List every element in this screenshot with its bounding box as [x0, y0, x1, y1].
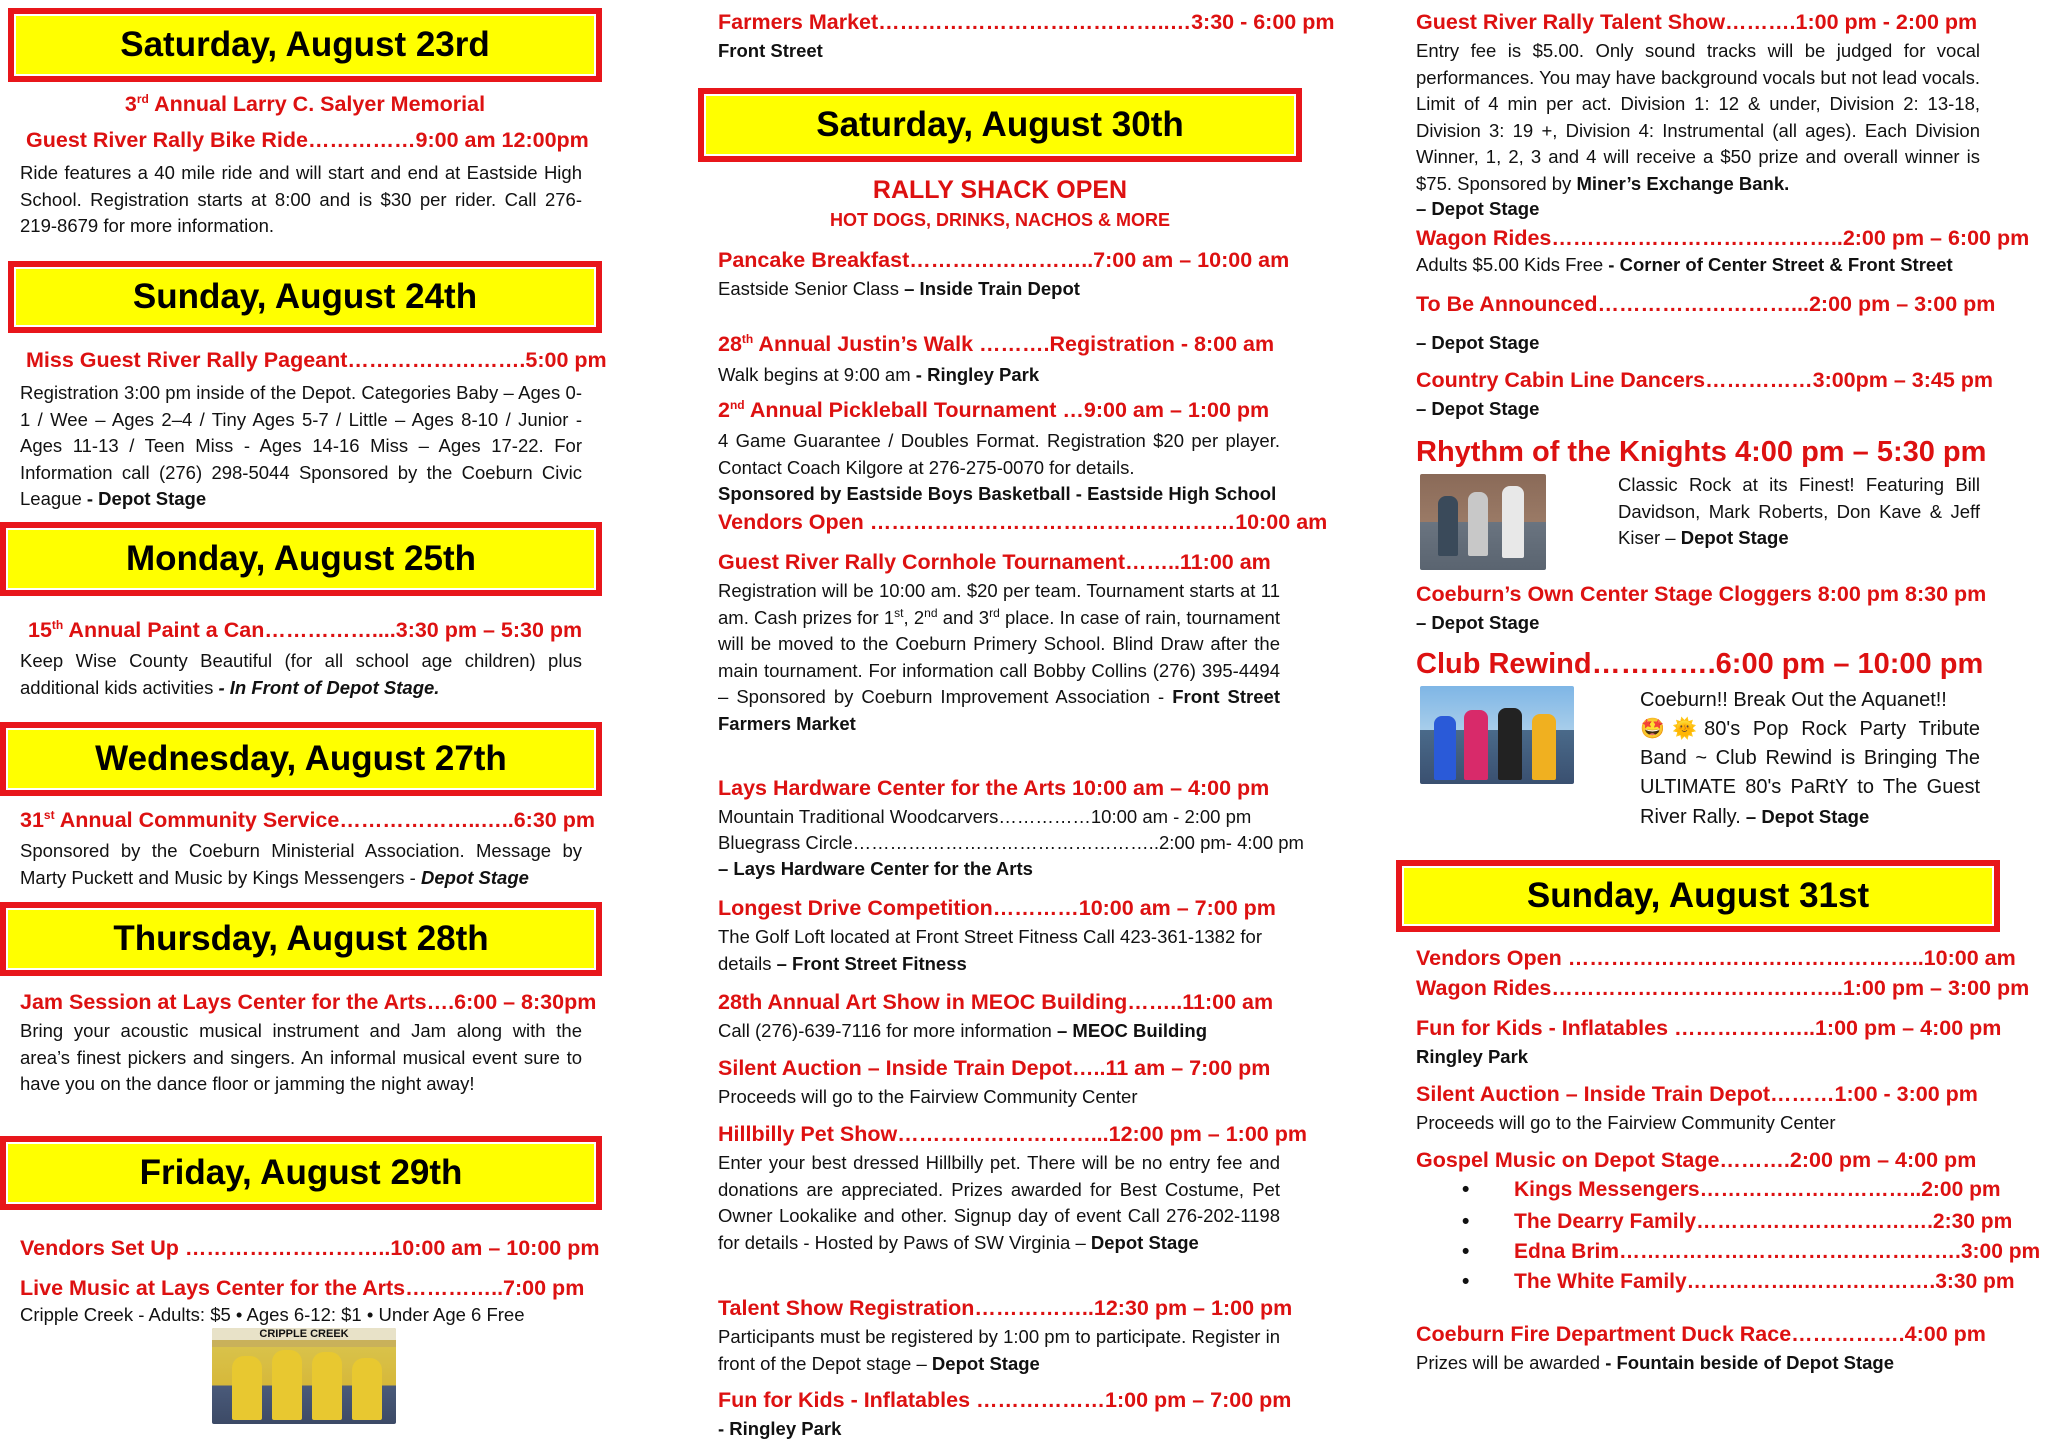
talent-sponsor: Miner’s Exchange Bank. [1571, 172, 1790, 194]
event-title-cloggers: Coeburn’s Own Center Stage Cloggers 8:00 pm 8:30 pm [1416, 582, 1987, 606]
event-title-paint-can [28, 618, 582, 643]
cornhole-desc-a: Registration will be 10:00 am. $20 per team. Tournament starts at 11 am. Cash prizes for 1 [718, 580, 1280, 628]
pickle-sponsor: Sponsored by Eastside Boys Basketball - Eastside High School [718, 483, 1277, 504]
event-desc-rhythm-knights [1618, 472, 1980, 552]
event-desc-lays-line1: Mountain Traditional Woodcarvers……………10:00 am - 2:00 pm [718, 806, 1252, 827]
event-title-pageant: Miss Guest River Rally Pageant…………………….5:00 pm [26, 348, 607, 372]
cornhole-sup-2: nd [924, 605, 938, 620]
art-location: – MEOC Building [1051, 1020, 1208, 1041]
band-figure-icon [1532, 714, 1556, 780]
club-line1: Coeburn!! Break Out the Aquanet!! [1640, 689, 1947, 711]
event-desc-pageant [20, 380, 582, 513]
talent-desc-text: Entry fee is $5.00. Only sound tracks will be judged for vocal performances. You may have background vocals but not lead vocals. Limit of 4 min per act. Division 1: 12 & under, Division 2: 13-18, Division 3: 19 +, Division 4: Instrumental (all ages). Each Division Winner, 1, 2, 3 and 4 will receive a $50 prize and overall winner is $75. Sponsored by [1416, 40, 1980, 194]
band-figure-icon [352, 1358, 382, 1420]
rally-shack-subtitle: HOT DOGS, DRINKS, NACHOS & MORE [829, 210, 1170, 230]
event-title-rhythm-knights: Rhythm of the Knights 4:00 pm – 5:30 pm [1416, 436, 1987, 468]
event-loc-line-dancers: – Depot Stage [1416, 398, 1540, 419]
event-desc-talent-registration [718, 1324, 1280, 1377]
band-figure-icon [1434, 716, 1456, 780]
event-title-cornhole: Guest River Rally Cornhole Tournament……..11:00 am [718, 550, 1271, 574]
event-title-community-service [20, 808, 595, 833]
pageant-desc-text: Registration 3:00 pm inside of the Depot. Categories Baby – Ages 0-1 / Wee – Ages 2–4 / Tiny Ages 5-7 / Little – Ages 8-10 / Junior - Ages 11-13 / Teen Miss - Ages 14-16 Miss – Ages 17-22. For Information call (276) 298-5044 Sponsored by the Coeburn Civic League [20, 382, 582, 509]
event-title-tba: To Be Announced………………………...2:00 pm – 3:00 pm [1416, 292, 1996, 316]
wagon-location: - Corner of Center Street & Front Street [1603, 254, 1953, 275]
band-figure-icon [1438, 496, 1458, 556]
band-figure-icon [1498, 708, 1522, 780]
band-figure-icon [312, 1352, 342, 1420]
cornhole-sup-3: rd [989, 605, 1000, 620]
event-loc-talent-show: – Depot Stage [1416, 198, 1540, 219]
cornhole-desc-c: and 3 [937, 606, 990, 628]
event-desc-silent-auction-sun: Proceeds will go to the Fairview Community Center [1416, 1112, 1836, 1133]
cornhole-desc-b: , 2 [903, 606, 925, 628]
comm-location: Depot Stage [415, 866, 529, 888]
bike-title-1: Annual Larry C. Salyer Memorial [154, 92, 486, 116]
event-title-inflatables-sun: Fun for Kids - Inflatables ………………..1:00 pm – 4:00 pm [1416, 1016, 2002, 1040]
talentreg-desc-text: Participants must be registered by 1:00 pm to participate. Register in front of the Depot stage – [718, 1326, 1280, 1374]
bike-sup: rd [136, 91, 149, 106]
event-loc-cloggers: – Depot Stage [1416, 612, 1540, 633]
event-title-talent-show: Guest River Rally Talent Show……….1:00 pm - 2:00 pm [1416, 10, 1978, 34]
event-desc-longest-drive [718, 924, 1280, 977]
comm-num: 31 [20, 808, 44, 832]
event-desc-pickleball [718, 428, 1280, 508]
drive-location: – Front Street Fitness [771, 952, 967, 974]
event-title-live-music: Live Music at Lays Center for the Arts…………..7:00 pm [20, 1276, 585, 1300]
day-header-fri-29: Friday, August 29th [0, 1136, 602, 1210]
event-loc-inflatables-sun: Ringley Park [1416, 1046, 1529, 1067]
event-desc-cornhole [718, 578, 1280, 737]
rhythm-desc-text: Classic Rock at its Finest! Featuring Bill Davidson, Mark Roberts, Don Kave & Jeff Kiser – [1618, 474, 1980, 548]
paint-sup: th [51, 617, 64, 632]
walk-location: - Ringley Park [910, 364, 1040, 385]
event-title-justins-walk [718, 332, 1274, 357]
wagon-desc-text: Adults $5.00 Kids Free [1416, 254, 1604, 275]
day-header-sat-23: Saturday, August 23rd [8, 8, 602, 82]
band-figure-icon [272, 1350, 302, 1420]
event-title-pancake: Pancake Breakfast……………………..7:00 am – 10:00 am [718, 248, 1290, 272]
rally-shack-title: RALLY SHACK OPEN [872, 176, 1128, 204]
gospel-item: • Edna Brim………………………………………….3:00 pm [1462, 1240, 2041, 1263]
walk-num: 28 [718, 332, 742, 356]
club-rewind-photo [1420, 686, 1574, 784]
band-figure-icon [1464, 710, 1488, 780]
cripple-creek-photo [212, 1328, 396, 1424]
paint-num: 15 [28, 618, 52, 642]
band-figure-icon [1502, 486, 1524, 558]
event-desc-art-show [718, 1018, 1280, 1045]
event-title-silent-auction-sun: Silent Auction – Inside Train Depot………1:00 - 3:00 pm [1416, 1082, 1978, 1106]
event-title-vendors-open-sat: Vendors Open ……………………………………………10:00 am [718, 510, 1328, 534]
bike-num: 3 [124, 92, 137, 116]
pickle-desc-text: 4 Game Guarantee / Doubles Format. Registration $20 per player. Contact Coach Kilgore at 276-275-0070 for details. [718, 430, 1280, 478]
event-title-pickleball [718, 398, 1269, 423]
event-title-inflatables-sat: Fun for Kids - Inflatables ………………1:00 pm – 7:00 pm [718, 1388, 1292, 1412]
event-title-lays-hardware: Lays Hardware Center for the Arts 10:00 am – 4:00 pm [718, 776, 1270, 800]
event-loc-inflatables-sat: - Ringley Park [718, 1418, 842, 1439]
day-header-sun-24: Sunday, August 24th [8, 261, 602, 333]
duck-location: - Fountain beside of Depot Stage [1600, 1352, 1895, 1373]
gospel-item: • Kings Messengers…………………………..2:00 pm [1462, 1178, 2001, 1201]
day-header-thu-28: Thursday, August 28th [0, 902, 602, 976]
event-desc-paint-can [20, 648, 582, 701]
pancake-desc-text: Eastside Senior Class [718, 278, 899, 299]
photo-caption: CRIPPLE CREEK [212, 1328, 396, 1340]
event-desc-bike-ride: Ride features a 40 mile ride and will start and end at Eastside High School. Registration starts at 8:00 and is $30 per rider. Call 276-219-8679 for more information. [20, 162, 582, 236]
event-desc-wagon-rides-sat [1416, 252, 1996, 279]
pancake-location: – Inside Train Depot [898, 278, 1080, 299]
event-loc-farmers-market: Front Street [718, 40, 823, 61]
drive-desc-text: The Golf Loft located at Front Street Fitness Call 423-361-1382 for details [718, 926, 1262, 974]
event-title-silent-auction-sat: Silent Auction – Inside Train Depot…..11 am – 7:00 pm [718, 1056, 1271, 1080]
event-title-bike-ride: Guest River Rally Bike Ride……………9:00 am 12:00pm [26, 128, 589, 152]
day-header-wed-27: Wednesday, August 27th [0, 722, 602, 796]
event-title-line-dancers: Country Cabin Line Dancers……………3:00pm – 3:45 pm [1416, 368, 1994, 392]
event-title-pet-show: Hillbilly Pet Show………………………...12:00 pm – 1:00 pm [718, 1122, 1307, 1146]
pet-location: Depot Stage [1085, 1231, 1199, 1253]
gospel-item: • The Dearry Family…………………………….2:30 pm [1462, 1210, 2013, 1233]
comm-sup: st [43, 807, 55, 822]
walk-sup: th [741, 331, 754, 346]
gospel-item: • The White Family……………..……………….3:30 pm [1462, 1270, 2015, 1293]
talentreg-location: Depot Stage [926, 1352, 1040, 1374]
pickle-sup: nd [729, 397, 745, 412]
event-title-wagon-rides-sat: Wagon Rides…………………………………..2:00 pm – 6:00 pm [1416, 226, 2030, 250]
club-line2: 80's Pop Rock Party Tribute Band ~ Club Rewind is Bringing The ULTIMATE 80's PaRtY to The Guest River Rally. [1640, 718, 1981, 828]
cornhole-sup-1: st [894, 605, 904, 620]
event-title-duck-race: Coeburn Fire Department Duck Race…………….4:00 pm [1416, 1322, 1986, 1346]
art-desc-text: Call (276)-639-7116 for more information [718, 1020, 1052, 1041]
event-title-club-rewind: Club Rewind………….6:00 pm – 10:00 pm [1416, 648, 1984, 680]
cornhole-location: Front Street Farmers Market [718, 686, 1280, 734]
event-desc-pet-show [718, 1150, 1280, 1256]
duck-desc-text: Prizes will be awarded [1416, 1352, 1601, 1373]
walk-title-text: Annual Justin’s Walk ……….Registration - 8:00 am [753, 332, 1275, 356]
event-loc-lays: – Lays Hardware Center for the Arts [718, 858, 1033, 879]
pet-desc-text: Enter your best dressed Hillbilly pet. There will be no entry fee and donations are appreciated. Prizes awarded for Best Costume, Pet Owner Lookalike and other. Signup day of event Call 276-202-1198 for details - Hosted by Paws of SW Virginia – [718, 1152, 1280, 1253]
event-desc-pancake [718, 276, 1280, 303]
event-desc-lays-line2: Bluegrass Circle…………………………………………..2:00 pm- 4:00 pm [718, 832, 1304, 853]
event-desc-justins-walk [718, 362, 1280, 389]
event-desc-community-service [20, 838, 582, 891]
event-desc-talent-show [1416, 38, 1980, 197]
band-figure-icon [232, 1356, 262, 1420]
event-title-farmers-market: Farmers Market…………………………………..…3:30 - 6:00 pm [718, 10, 1335, 34]
paint-desc-text: Keep Wise County Beautiful (for all school age children) plus additional kids activities [20, 650, 582, 698]
rhythm-location: Depot Stage [1675, 527, 1789, 548]
comm-title-text: Annual Community Service………………..…..6:30 pm [54, 808, 595, 832]
event-title-art-show: 28th Annual Art Show in MEOC Building……..11:00 am [718, 990, 1274, 1014]
comm-desc-text: Sponsored by the Coeburn Ministerial Association. Message by Marty Puckett and Music by Kings Messengers - [20, 840, 582, 888]
event-title-bike-memorial [8, 92, 602, 117]
cornhole-desc-d: place. In case of rain, tournament will be moved to the Coeburn Primery School. Blind Draw after the main tournament. For information call Bobby Collins (276) 395-4494 – Sponsored by Coeburn Improvement Association - [718, 606, 1280, 707]
event-desc-club-rewind [1640, 686, 1980, 832]
event-desc-duck-race [1416, 1350, 1996, 1377]
day-header-sun-31: Sunday, August 31st [1396, 860, 2000, 932]
paint-location: - In Front of Depot Stage. [213, 676, 440, 698]
event-desc-silent-auction-sat: Proceeds will go to the Fairview Community Center [718, 1086, 1138, 1107]
event-title-vendors-setup: Vendors Set Up ………………………..10:00 am – 10:00 pm [20, 1236, 600, 1260]
pageant-location: - Depot Stage [81, 488, 207, 509]
walk-desc-text: Walk begins at 9:00 am [718, 364, 911, 385]
club-location: – Depot Stage [1740, 806, 1870, 827]
event-title-gospel-music: Gospel Music on Depot Stage……….2:00 pm – 4:00 pm [1416, 1148, 1977, 1172]
event-title-longest-drive: Longest Drive Competition…………10:00 am – 7:00 pm [718, 896, 1276, 920]
pickle-num: 2 [718, 398, 730, 422]
event-title-talent-registration: Talent Show Registration……………..12:30 pm – 1:00 pm [718, 1296, 1293, 1320]
event-desc-jam-session: Bring your acoustic musical instrument and Jam along with the area’s finest pickers and singers. An informal musical event sure to have you on the dance floor or jamming the night away! [20, 1020, 582, 1094]
event-title-jam-session: Jam Session at Lays Center for the Arts….6:00 – 8:30pm [20, 990, 597, 1014]
pickle-title-text: Annual Pickleball Tournament …9:00 am – 1:00 pm [744, 398, 1270, 422]
day-header-sat-30: Saturday, August 30th [698, 88, 1302, 162]
band-figure-icon [1468, 492, 1488, 556]
club-emoji: 🤩🌞 [1640, 718, 1705, 740]
event-loc-tba: – Depot Stage [1416, 332, 1540, 353]
event-desc-live-music: Cripple Creek - Adults: $5 • Ages 6-12: $1 • Under Age 6 Free [20, 1304, 525, 1325]
event-title-wagon-rides-sun: Wagon Rides…………………………………..1:00 pm – 3:00 pm [1416, 976, 2030, 1000]
day-header-mon-25: Monday, August 25th [0, 522, 602, 596]
rhythm-knights-photo [1420, 474, 1546, 570]
event-title-vendors-open-sun: Vendors Open …………………………………………..10:00 am [1416, 946, 2016, 970]
paint-title-text: Annual Paint a Can……………....3:30 pm – 5:30 pm [63, 618, 583, 642]
